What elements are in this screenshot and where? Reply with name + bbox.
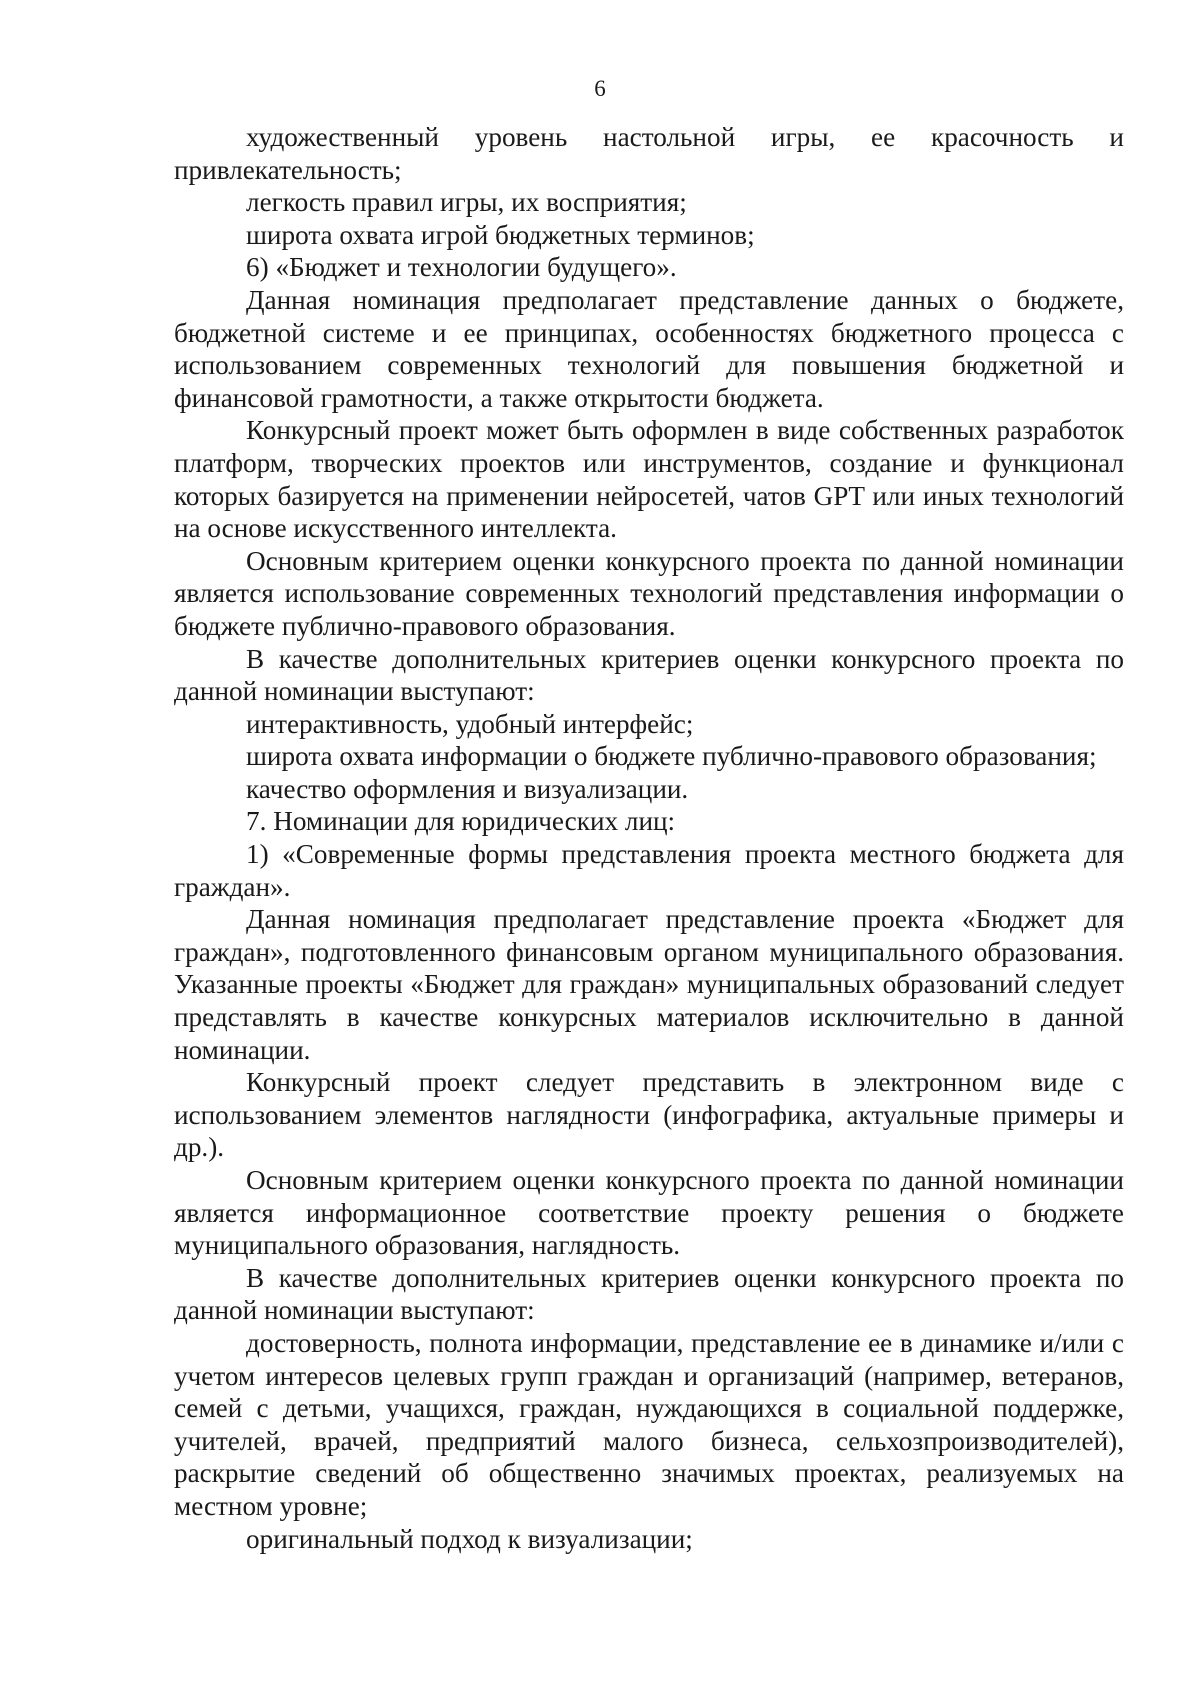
paragraph: интерактивность, удобный интерфейс; [246,708,694,739]
paragraph: широта охвата информации о бюджете публично-правового образования; [246,741,1097,772]
paragraph: качество оформления и визуализации. [246,773,689,804]
paragraph: 7. Номинации для юридических лиц: [246,806,676,837]
paragraph: Данная номинация предполагает представление данных о бюджете, бюджетной системе и ее принципах, особенностях бюджетного процесса с использованием современных технологий для повышения бюджетной и финансовой грамотности, а также открытости бюджета. [174,284,1124,413]
paragraph: достоверность, полнота информации, представление ее в динамике и/или с учетом интересов целевых групп граждан и организаций (например, ветеранов, семей с детьми, учащихся, граждан, нуждающихся в социальной поддержке, учителей, врачей, предприятий малого бизнеса, сельхозпроизводителей), раскрытие сведений об общественно значимых проектах, реализуемых на местном уровне; [174,1327,1124,1521]
paragraph: легкость правил игры, их восприятия; [246,187,687,218]
paragraph: В качестве дополнительных критериев оценки конкурсного проекта по данной номинации выступают: [174,643,1124,707]
paragraph: Конкурсный проект может быть оформлен в виде собственных разработок платформ, творческих проектов или инструментов, создание и функционал которых базируется на применении нейросетей, чатов GPT или иных технологий на основе искусственного интеллекта. [174,415,1124,544]
paragraph: В качестве дополнительных критериев оценки конкурсного проекта по данной номинации выступают: [174,1262,1124,1326]
paragraph: Основным критерием оценки конкурсного проекта по данной номинации является использование современных технологий представления информации о бюджете публично-правового образования. [174,545,1124,641]
paragraph: широта охвата игрой бюджетных терминов; [246,219,755,250]
document-body [174,121,1124,1555]
paragraph: 1) «Современные формы представления проекта местного бюджета для граждан». [174,839,1124,902]
paragraph: Данная номинация предполагает представление проекта «Бюджет для граждан», подготовленного финансовым органом муниципального образования. Указанные проекты «Бюджет для граждан» муниципальных образований следует представлять в качестве конкурсных материалов исключительно в данной номинации. [174,904,1124,1065]
page-number: 6 [594,76,606,101]
paragraph: Основным критерием оценки конкурсного проекта по данной номинации является информационное соответствие проекту решения о бюджете муниципального образования, наглядность. [174,1165,1124,1261]
paragraph: Конкурсный проект следует представить в электронном виде с использованием элементов наглядности (инфографика, актуальные примеры и др.). [174,1067,1124,1163]
paragraph: оригинальный подход к визуализации; [246,1523,693,1554]
paragraph: 6) «Бюджет и технологии будущего». [246,252,677,283]
paragraph: художественный уровень настольной игры, ее красочность и привлекательность; [174,122,1124,185]
